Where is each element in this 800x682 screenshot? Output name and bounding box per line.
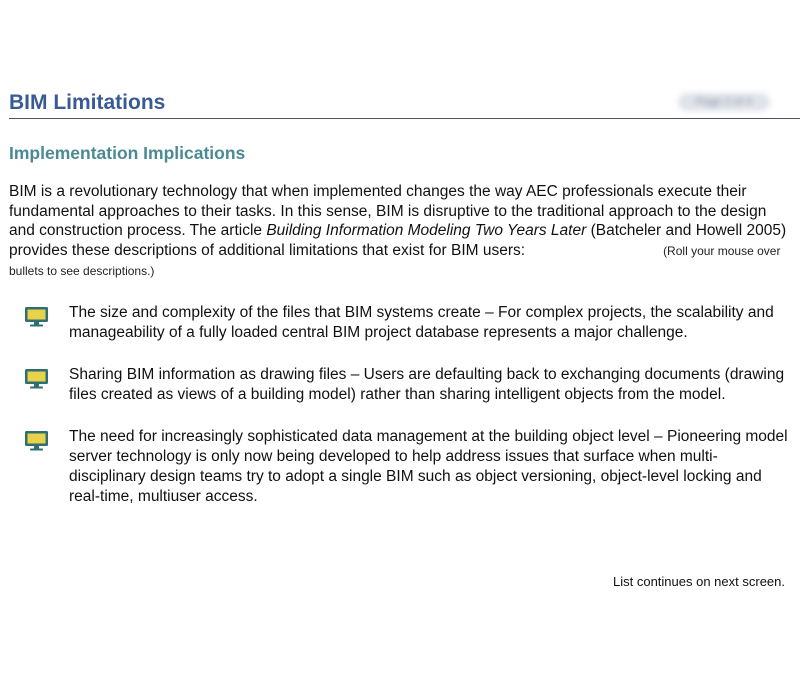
list-item[interactable] (0, 427, 800, 507)
monitor-icon[interactable] (24, 430, 49, 451)
list-item-text: The size and complexity of the files that BIM systems create – For complex projects, the scalability and manageability of a fully loaded central BIM project database represents a major challenge. (69, 304, 774, 341)
list-item[interactable] (0, 365, 800, 405)
list-item[interactable] (0, 303, 800, 343)
intro-text-before: BIM is a revolutionary technology that when implemented changes the way AEC professionals execute their fundamental approaches to their tasks. In this sense, BIM is disruptive to the traditional approach to the design and construction process. The article (9, 183, 767, 239)
title-divider (9, 118, 800, 119)
monitor-icon[interactable] (24, 368, 49, 389)
intro-paragraph (9, 182, 794, 282)
article-title: Building Information Modeling Two Years Later (266, 222, 587, 239)
limitations-list (0, 303, 800, 507)
continues-note: List continues on next screen. (613, 574, 785, 589)
rollover-hint: (Roll your mouse over bullets to see descriptions.) (9, 243, 781, 278)
intro-text-after: (Batcheler and Howell 2005) provides these descriptions of additional limitations that exist for BIM users: (9, 222, 787, 259)
monitor-icon[interactable] (24, 306, 49, 327)
page-indicator: Page 2 of 4 (678, 93, 770, 111)
section-subtitle: Implementation Implications (9, 143, 246, 163)
list-item-text: The need for increasingly sophisticated data management at the building object level – Pioneering model server technology is only now being developed to help address issues that surface when multi-disciplinary design teams try to adopt a single BIM such as object versioning, object-level locking and real-time, multiuser access. (69, 428, 788, 505)
page-title: BIM Limitations (9, 91, 166, 114)
list-item-text: Sharing BIM information as drawing files – Users are defaulting back to exchanging documents (drawing files created as views of a building model) rather than sharing intelligent objects from the model. (69, 366, 785, 403)
